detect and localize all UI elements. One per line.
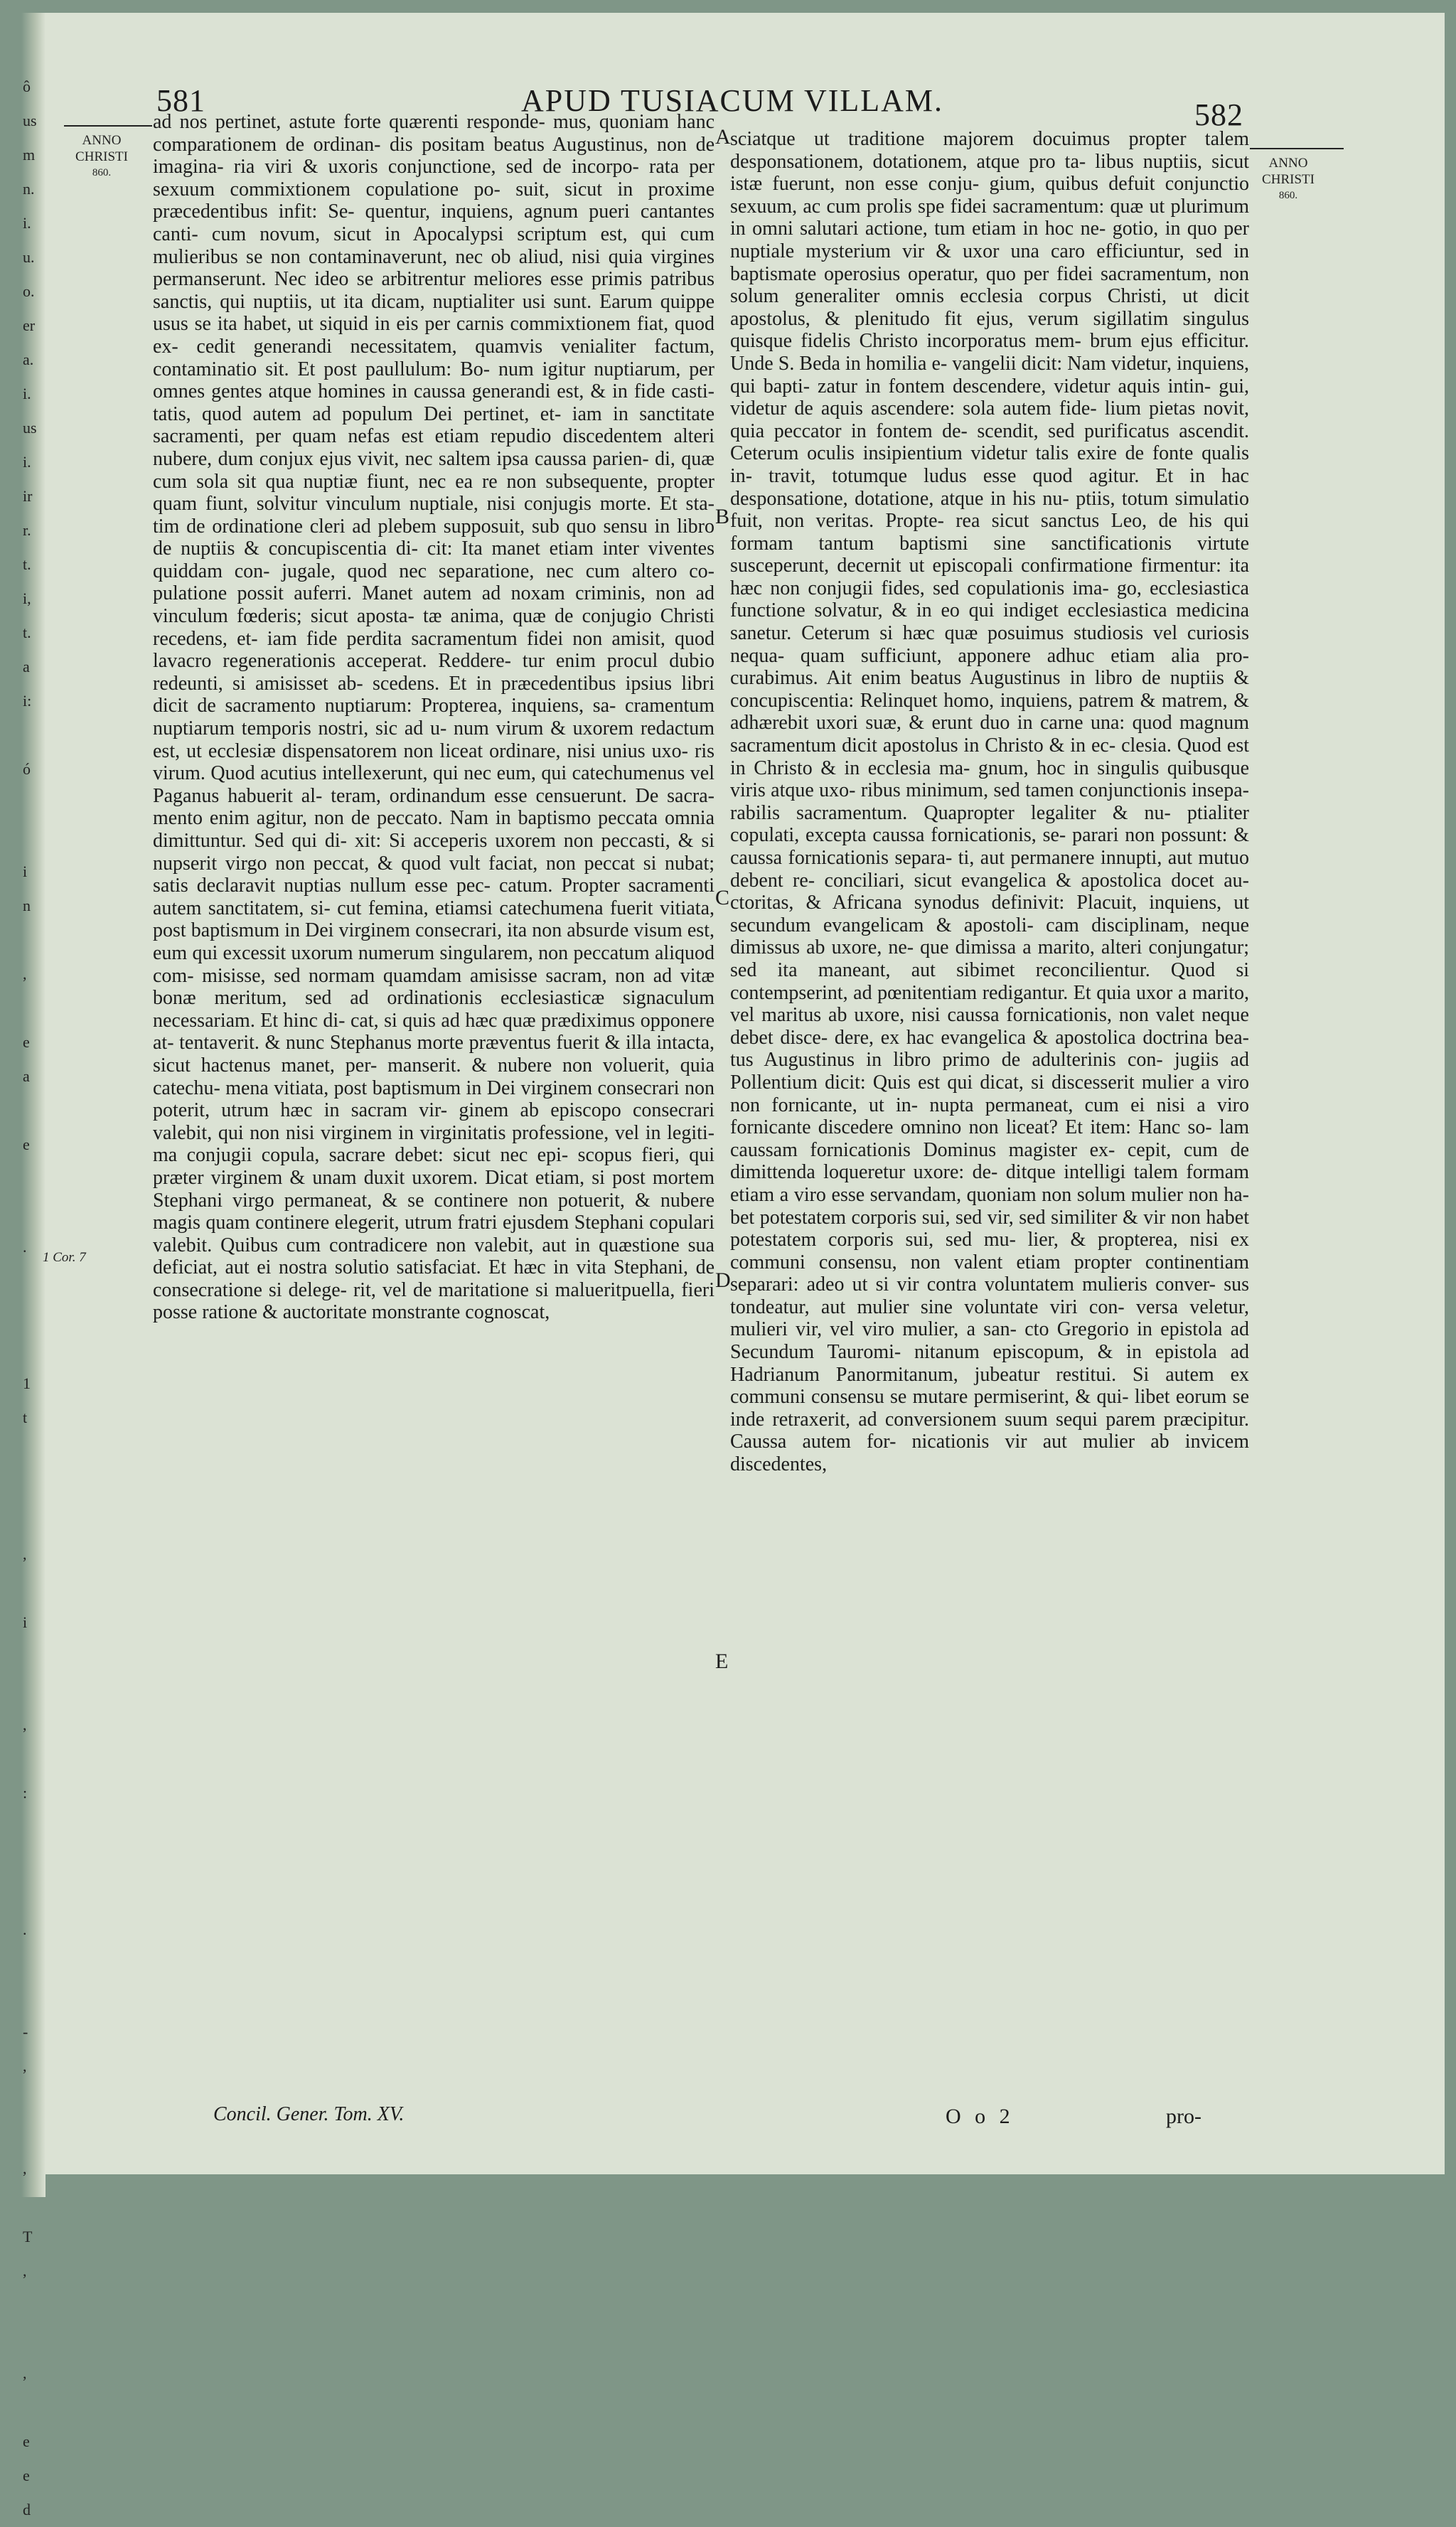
section-letter-c: C — [715, 886, 730, 909]
margin-rule-right — [1250, 148, 1344, 149]
margin-anno-left: ANNO — [82, 133, 122, 148]
margin-rule-left — [64, 125, 152, 127]
margin-anno-right: ANNO — [1268, 156, 1308, 171]
running-head: APUD TUSIACUM VILLAM. — [520, 83, 944, 118]
gutter-fragments: ô us m n. i. u. o. er a. i. us i. ir r. t. i, t. a i: ó i n , e a e . 1 t , i , : . - , , T , , e e d — [23, 78, 37, 2518]
text-column-right: sciatque ut traditione majorem docuimus propter talem desponsationem, dotationem, atque pro ta- libus nuptiis, sicut istæ fuerunt, non esse conju- gium, quibus defuit conjunctio sexuum, ac cum prolis spe fidei sacramentum: quæ ut plurimum in omni salutari actione, tum etiam in hoc ne- gotio, in quo per nuptiale mysterium vir & uxor una caro efficiuntur, sed in baptismate operosius operatur, quo per fidei sacramentum, non solum generaliter omnis ecclesia corpus Christi, ut dicit apostolus, & plenitudo fit ejus, verum sigillatim singulus quisque fidelis Christo incorporatus mem- brum ejus efficitur. Unde S. Beda in homilia e- vangelii dicit: Nam videtur, inquiens, qui bapti- zatur in fontem descendere, videtur aquis intin- gui, videtur de aquis ascendere: sola autem fide- lium pietas novit, quia peccator in fontem de- scendit, sed purificatus ascendit. Ceterum oculis insipientium videtur talis exire de fonte qualis in- travit, totumque ludus esse quod agitur. Et in hac desponsatione, dotatione, atque in his nu- ptiis, totum simulatio fuit, non veritas. Propte- rea sicut sanctus Leo, de his qui formam tantum baptismi sine sanctificationis virtute susceperunt, decernit ut episcopali confirmatione firmentur: ita hæc non conjugii fides, sed copulationis ima- go, ecclesiastica functione solvatur, & in eo qui indiget ecclesiastica medicina sanetur. Ceterum si hæc quæ posuimus studiosis vel curiosis nequa- quam sufficiunt, apponere adhuc etiam alia pro- curabimus. Ait enim beatus Augustinus in libro de nuptiis & concupiscentia: Relinquet homo, inquiens, patrem & matrem, & adhærebit uxori suæ, & erunt duo in carne una: quod magnum sacramentum dicit apostolus in Christo & in ec- clesia. Quod est in Christo & in ecclesia ma- gnum, hoc in singulis quibusque viris atque uxo- ribus minimum, sed tamen conjunctionis insepa- rabilis sacramentum. Quapropter legaliter & nu- ptialiter copulati, excepta caussa fornicationis, se- parari non possunt: & caussa fornicationis separa- ti, aut permanere innupti, aut mutuo debent re- conciliari, sicut evangelica & apostolica docet au- ctoritas, & Africana synodus definivit: Placuit, inquiens, ut secundum evangelicam & apostoli- cam disciplinam, neque dimissus ab uxore, ne- que dimissa a marito, alteri conjungatur; sed ita maneant, aut sibimet reconcilientur. Quod si contempserint, ad pœnitentiam redigantur. Et quia uxor a marito, vel maritus ab uxore, nisi caussa fornicationis, non valet neque debet disce- dere, ex hac evangelica & apostolica doctrina bea- tus Augustinus in libro primo de adulterinis con- jugiis ad Pollentium dicit: Quis est qui dicat, si discesserit mulier a viro non fornicante, ut in- nupta permaneat, cum ei nisi a viro fornicante discedere omnino non liceat? Et item: Hanc so- lam caussam fornicationis Dominus magister ex- cepit, cum de dimittenda loqueretur uxore: de- ditque intelligi talem formam etiam a viro esse servandam, quoniam non solum mulier non ha- bet potestatem corporis sui, sed vir, sed similiter & vir non habet potestatem corporis sui, sed mu- lier, & propterea, nisi ex communi consensu, non valent etiam propter continentiam separari: adeo ut si vir contra voluntatem mulieris conver- sus tondeatur, aut mulier sine voluntate viri con- versa veletur, mulieri vir, vel viro mulier, a san- cto Gregorio in epistola ad Secundum Tauromi- nitanum episcopum, & in epistola ad Hadrianum Panormitanum, jubeatur restitui. Si autem ex communi consensu se mutare permiserint, & qui- libet eorum se inde retraxerit, ad conversionem suum sequi parem præcipitur. Caussa autem for- nicationis vir aut mulier ab invicem discedentes, — [730, 128, 1249, 1476]
margin-year-left — [63, 132, 141, 181]
scripture-reference: 1 Cor. 7 — [43, 1250, 86, 1265]
section-letter-e: E — [715, 1650, 729, 1673]
section-letter-d: D — [715, 1268, 731, 1292]
margin-christi-right: CHRISTI — [1262, 172, 1315, 187]
margin-year-number-left: 860. — [92, 167, 112, 178]
footer-signature: O o 2 — [946, 2105, 1015, 2128]
section-letter-b: B — [715, 505, 730, 528]
footer-volume: Concil. Gener. Tom. XV. — [213, 2103, 405, 2125]
section-letter-a: A — [715, 125, 731, 149]
text-column-left: ad nos pertinet, astute forte quærenti responde- mus, quoniam hanc comparationem de ordinan- dis positam beatus Augustinus, non de imagina- ria viri & uxoris conjunctione, sed de incorpo- rata per sexuum commixtionem copulatione po- suit, sicut in proxime præcedentibus infit: Se- quentur, inquiens, agnum pueri cantantes canti- cum novum, sicut in Apocalypsi scriptum est, qui cum mulieribus se non contaminaverunt, nec ob aliud, nisi quia virgines permanserunt. Nec ideo se arbitrentur meliores esse primis patribus sanctis, qui nuptiis, ut ita dicam, nuptialiter usi sunt. Earum quippe usus se ita habet, ut siquid in eis per carnis commixtionem fiat, quod ex- cedit generandi necessitatem, quamvis venialiter factum, contaminatio sit. Et post paullulum: Bo- num igitur nuptiarum, per omnes gentes atque homines in caussa generandi est, & in fide casti- tatis, quod autem ad populum Dei pertinet, et- iam in sanctitate sacramenti, per quam nefas est etiam repudio discedentem alteri nubere, dum conjux ejus vivit, nec saltem ipsa caussa parien- di, quæ cum sola sit qua nuptiæ fiunt, nec ea re non subsequente, propter quam fiunt, solvitur vinculum nuptiale, nisi conjugis morte. Et sta- tim de ordinatione cleri ad plebem supposuit, sub quo sensu in libro de nuptiis & concupiscentia di- cit: Ita manet etiam inter viventes quiddam con- jugale, quod nec separatione, nec cum altero co- pulatione possit auferri. Manet autem ad noxam criminis, non ad vinculum fœderis; sicut aposta- tæ anima, quæ de conjugio Christi recedens, et- iam fide perdita sacramentum fidei non amisit, quod lavacro regenerationis acceperat. Reddere- tur enim procul dubio redeunti, si amisisset ab- scedens. Et in præcedentibus ipsius libri dicit de sacramento nuptiarum: Propterea, inquiens, sa- cramentum nuptiarum temporis nostri, sic ad u- num virum & uxorem redactum est, ut ecclesiæ dispensatorem non liceat ordinare, nisi unius uxo- ris virum. Quod acutius intellexerunt, qui nec eum, qui catechumenus vel Paganus habuerit al- teram, ordinandum esse censuerunt. De sacra- mento enim agitur, non de peccato. Nam in baptismo peccata omnia dimittuntur. Sed qui di- xit: Si acceperis uxorem non peccasti, & si nupserit virgo non peccat, & quod vult faciat, non peccat si nubat; satis declaravit nuptias nullum esse pec- catum. Propter sacramenti autem sanctitatem, si- cut femina, etiamsi catechumena fuerit vitiata, post baptismum in Dei virginem consecrari, ita non absurde visum est, eum qui excessit uxorum numerum singularem, non peccatum aliquod com- misisse, sed normam quamdam amisisse sacram, non ad vitæ bonæ meritum, sed ad ordinationis ecclesiasticæ signaculum necessariam. Et hinc di- cat, si quis ad hæc quæ prædiximus opponere at- tentaverit. & nunc Stephanus morte præventus fuerit & illa intacta, sicut hactenus manet, per- manserit. & nubere non voluerit, quia catechu- mena vitiata, post baptismum in Dei virginem consecrari non poterit, utrum hæc in sacram vir- ginem ab episcopo consecrari valebit, qui non nisi virginem in virginitatis professione, vel in legiti- ma conjugii copula, sacrare debet: sicut nec epi- scopus fieri, qui præter virginem & unam duxit uxorem. Dicat etiam, si post mortem Stephani virgo permaneat, & se continere non potuerit, & nubere magis quam continere elegerit, utrum fratri ejusdem Stephani copulari valebit. Quibus cum contradicere non valebit, aut in quæstione sua deficiat, aut ei nostra solutio satisfaciat. Et hæc in vita Stephani, de consecratione si delege- rit, vel de maritatione si malueritpuella, fieri posse ratione & auctoritate monstrante cognoscat, — [153, 111, 714, 1324]
book-page — [21, 13, 1445, 2518]
footer-catchword: pro- — [1166, 2105, 1201, 2128]
page-number-left: 581 — [156, 83, 205, 118]
margin-christi-left: CHRISTI — [75, 149, 128, 164]
page-number-right: 582 — [1194, 97, 1243, 132]
margin-year-right — [1246, 155, 1331, 204]
margin-year-number-right: 860. — [1278, 190, 1298, 201]
facing-page-gutter — [21, 13, 46, 2518]
